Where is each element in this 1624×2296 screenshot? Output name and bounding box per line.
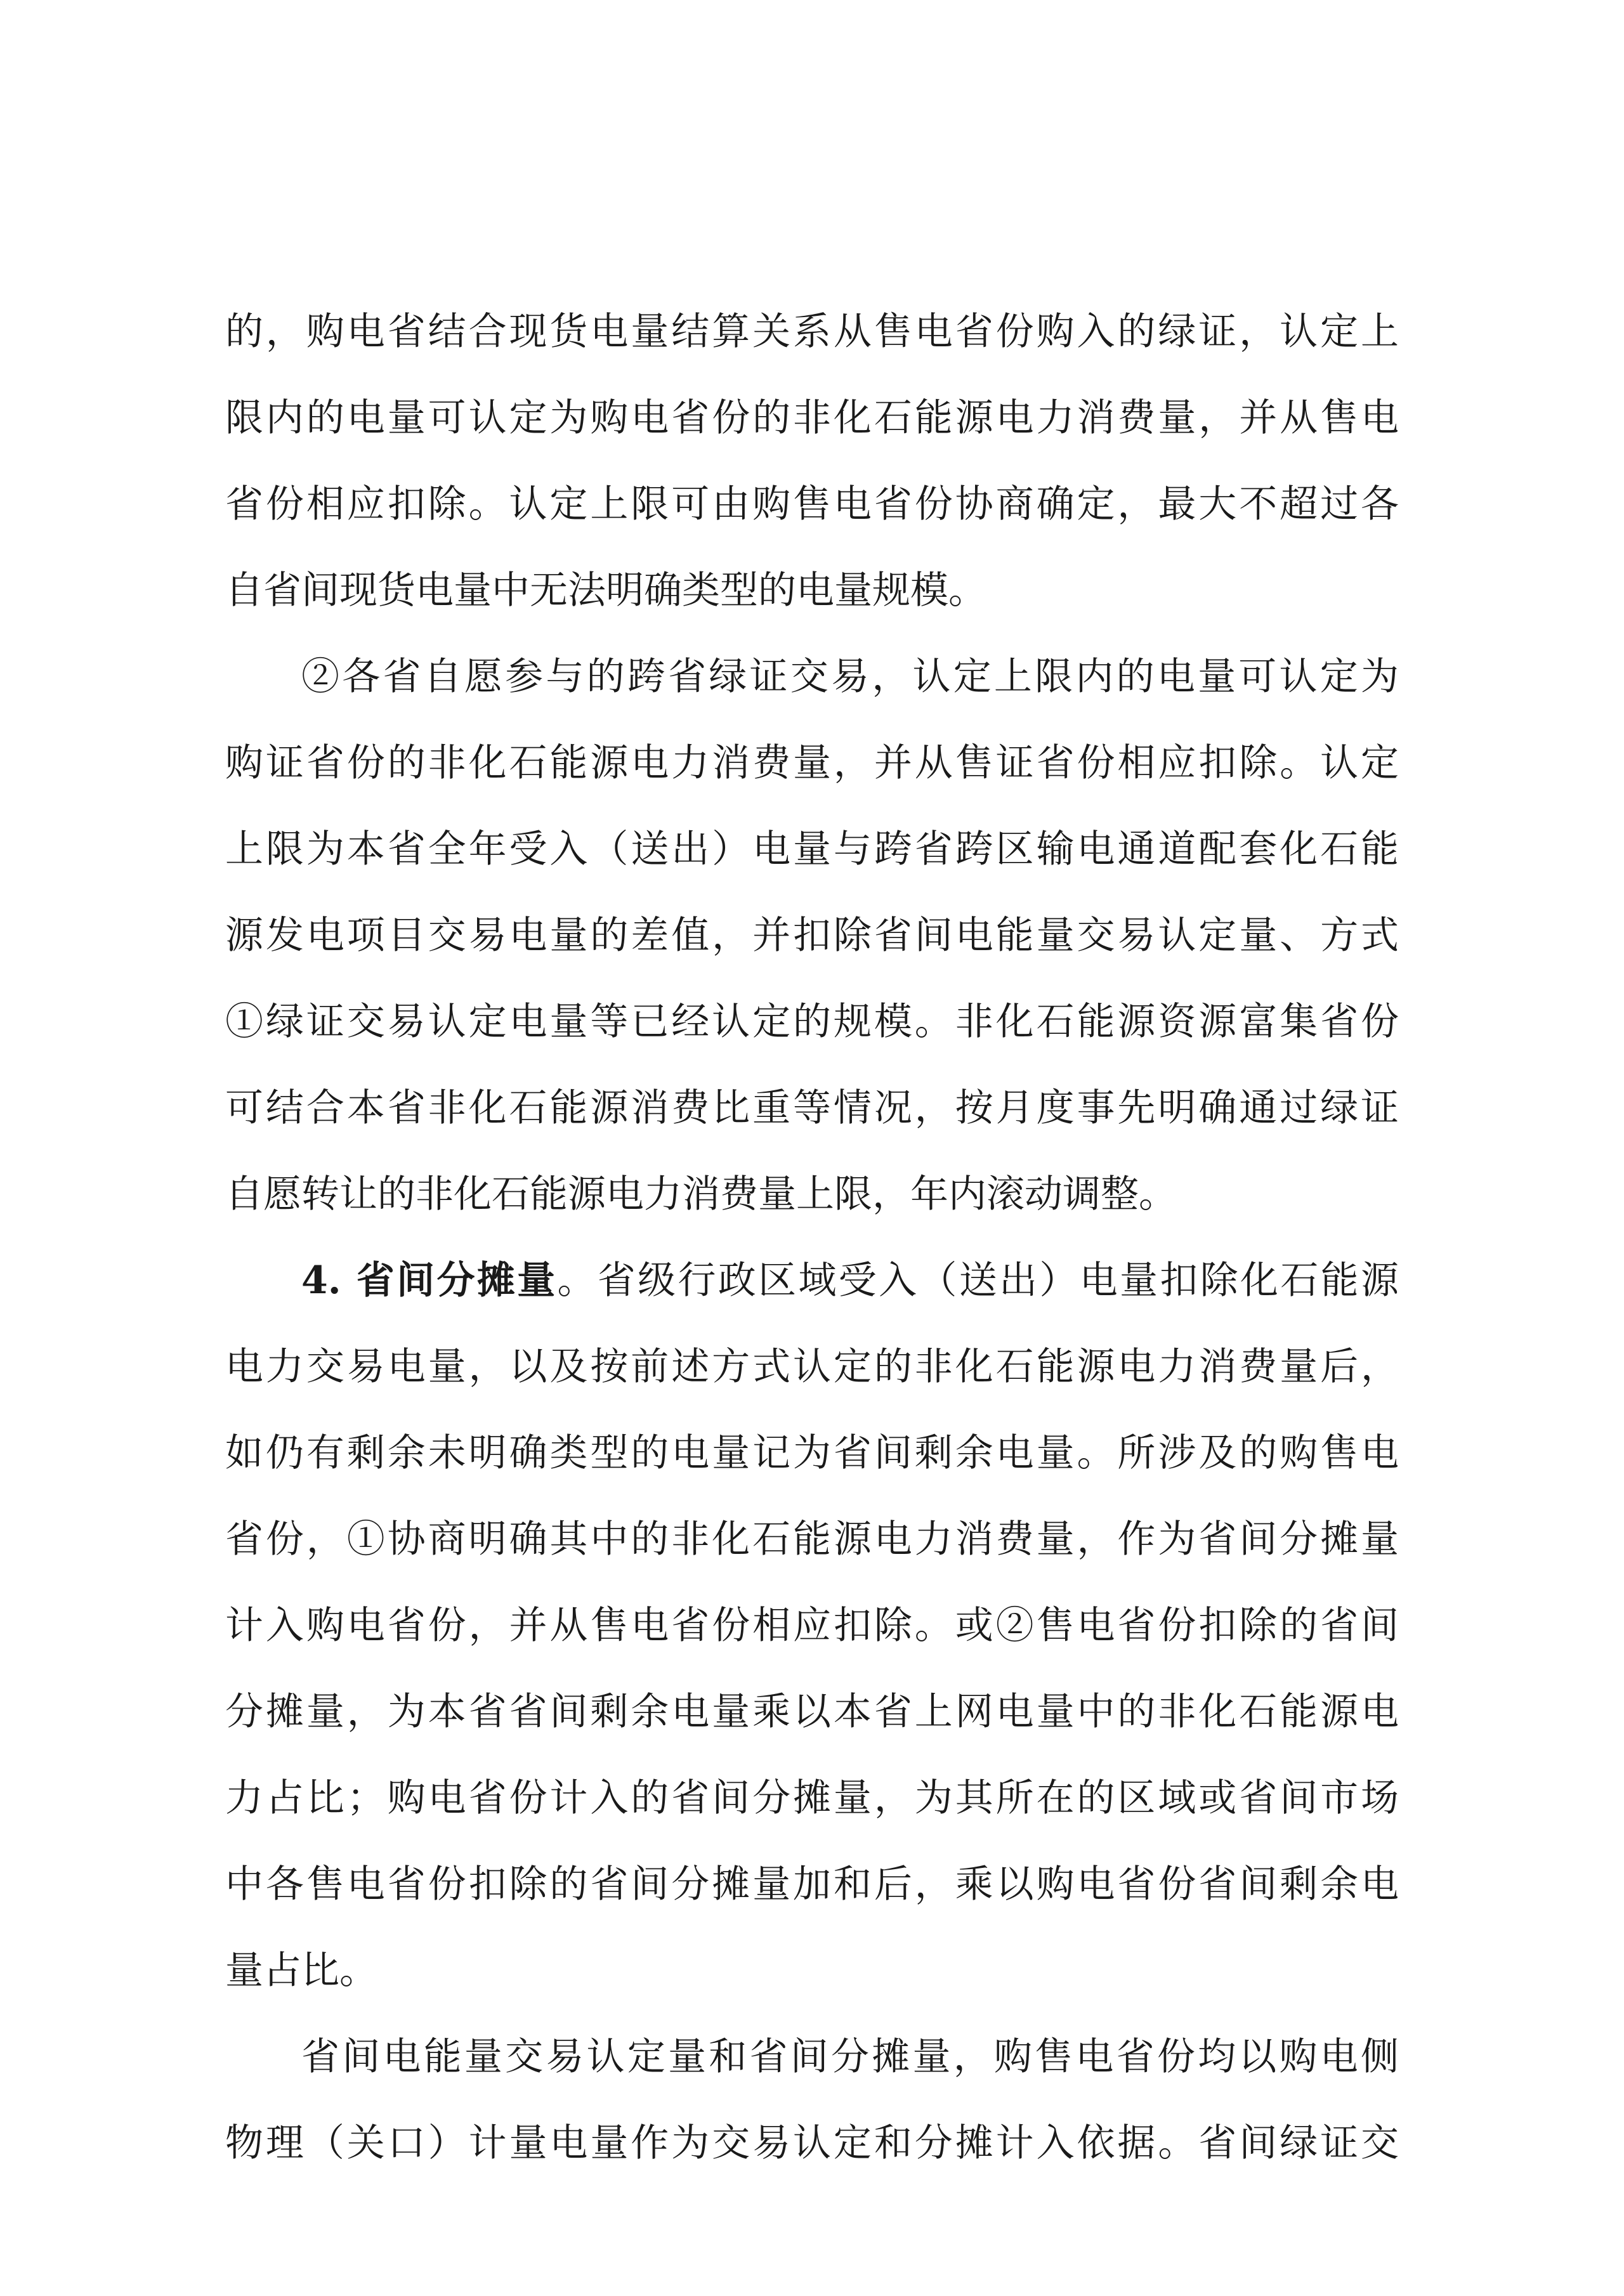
paragraph-2-line-1: ②各省自愿参与的跨省绿证交易，认定上限内的电量可认定为 (301, 655, 1399, 699)
paragraph-3-line-8: 中各售电省份扣除的省间分摊量加和后，乘以购电省份省间剩余电 (225, 1862, 1399, 1907)
paragraph-3-line-6: 分摊量，为本省省间剩余电量乘以本省上网电量中的非化石能源电 (225, 1690, 1399, 1734)
paragraph-2-line-2: 购证省份的非化石能源电力消费量，并从售证省份相应扣除。认定 (225, 741, 1399, 785)
paragraph-2-line-6: 可结合本省非化石能源消费比重等情况，按月度事先明确通过绿证 (225, 1086, 1399, 1130)
paragraph-3-line-1 (225, 1237, 1399, 1324)
paragraph-2-line-5: ①绿证交易认定电量等已经认定的规模。非化石能源资源富集省份 (225, 1000, 1399, 1044)
paragraph-3-line-2: 电力交易电量，以及按前述方式认定的非化石能源电力消费量后， (225, 1345, 1399, 1389)
paragraph-3-line-9: 量占比。 (225, 1948, 377, 1993)
paragraph-3-line-1-text: 。省级行政区域受入（送出）电量扣除化石能源 (557, 1258, 1399, 1303)
paragraph-3-line-3: 如仍有剩余未明确类型的电量记为省间剩余电量。所涉及的购售电 (225, 1431, 1399, 1475)
paragraph-3-line-4: 省份，①协商明确其中的非化石能源电力消费量，作为省间分摊量 (225, 1517, 1399, 1562)
paragraph-1-line-4: 自省间现货电量中无法明确类型的电量规模。 (225, 568, 986, 613)
section-heading: 4. 省间分摊量 (301, 1258, 558, 1303)
paragraph-2-line-4: 源发电项目交易电量的差值，并扣除省间电能量交易认定量、方式 (225, 913, 1399, 958)
paragraph-3-line-5: 计入购电省份，并从售电省份相应扣除。或②售电省份扣除的省间 (225, 1603, 1399, 1648)
body-text (225, 289, 1399, 2186)
paragraph-3-line-7: 力占比；购电省份计入的省间分摊量，为其所在的区域或省间市场 (225, 1776, 1399, 1820)
paragraph-1-line-2: 限内的电量可认定为购电省份的非化石能源电力消费量，并从售电 (225, 396, 1399, 440)
paragraph-1-line-3: 省份相应扣除。认定上限可由购售电省份协商确定，最大不超过各 (225, 482, 1399, 526)
paragraph-4-line-1: 省间电能量交易认定量和省间分摊量，购售电省份均以购电侧 (301, 2035, 1399, 2079)
paragraph-4-line-2: 物理（关口）计量电量作为交易认定和分摊计入依据。省间绿证交 (225, 2121, 1399, 2165)
paragraph-2-line-3: 上限为本省全年受入（送出）电量与跨省跨区输电通道配套化石能 (225, 827, 1399, 871)
paragraph-1-line-1: 的，购电省结合现货电量结算关系从售电省份购入的绿证，认定上 (225, 310, 1399, 354)
paragraph-2-line-7: 自愿转让的非化石能源电力消费量上限，年内滚动调整。 (225, 1172, 1177, 1216)
